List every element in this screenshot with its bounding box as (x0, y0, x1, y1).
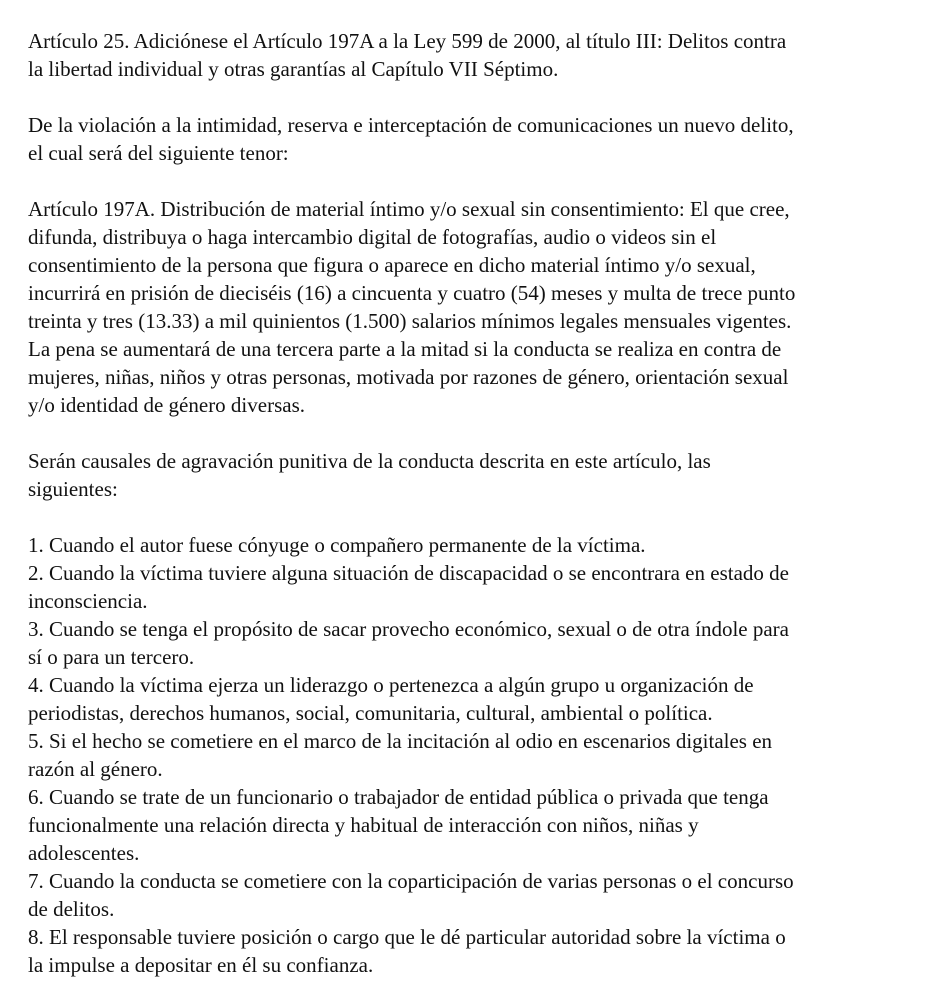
list-item: 8. El responsable tuviere posición o cargo que le dé particular autoridad sobre la víctima o la impulse a depositar en él su confianza. (28, 925, 786, 977)
intro-paragraph: De la violación a la intimidad, reserva e interceptación de comunicaciones un nuevo delito, el cual será del siguiente tenor: (28, 113, 794, 165)
aggravating-causes-list (28, 531, 910, 979)
list-item: 5. Si el hecho se cometiere en el marco de la incitación al odio en escenarios digitales en razón al género. (28, 729, 773, 781)
list-item: 2. Cuando la víctima tuviere alguna situación de discapacidad o se encontrara en estado de inconsciencia. (28, 561, 789, 613)
list-item: 7. Cuando la conducta se cometiere con la coparticipación de varias personas o el concurso de delitos. (28, 869, 794, 921)
list-item: 4. Cuando la víctima ejerza un liderazgo o pertenezca a algún grupo u organización de periodistas, derechos humanos, social, comunitaria, cultural, ambiental o política. (28, 673, 754, 725)
article-25-paragraph: Artículo 25. Adiciónese el Artículo 197A a la Ley 599 de 2000, al título III: Delitos contra la libertad individual y otras garantías al Capítulo VII Séptimo. (28, 29, 787, 81)
document-body (28, 27, 910, 979)
list-item: 1. Cuando el autor fuese cónyuge o compañero permanente de la víctima. (28, 533, 646, 557)
article-197a-paragraph: Artículo 197A. Distribución de material íntimo y/o sexual sin consentimiento: El que cree, difunda, distribuya o haga intercambio digital de fotografías, audio o videos sin el consentimiento de la persona que figura o aparece en dicho material íntimo y/o sexual, incurrirá en prisión de dieciséis (16) a cincuenta y cuatro (54) meses y multa de trece punto treinta y tres (13.33) a mil quinientos (1.500) salarios mínimos legales mensuales vigentes. La pena se aumentará de una tercera parte a la mitad si la conducta se realiza en contra de mujeres, niñas, niños y otras personas, motivada por razones de género, orientación sexual y/o identidad de género diversas. (28, 197, 796, 417)
aggravating-causes-intro: Serán causales de agravación punitiva de la conducta descrita en este artículo, las siguientes: (28, 449, 711, 501)
list-item: 3. Cuando se tenga el propósito de sacar provecho económico, sexual o de otra índole para sí o para un tercero. (28, 617, 789, 669)
list-item: 6. Cuando se trate de un funcionario o trabajador de entidad pública o privada que tenga funcionalmente una relación directa y habitual de interacción con niños, niñas y adolescentes. (28, 785, 769, 865)
